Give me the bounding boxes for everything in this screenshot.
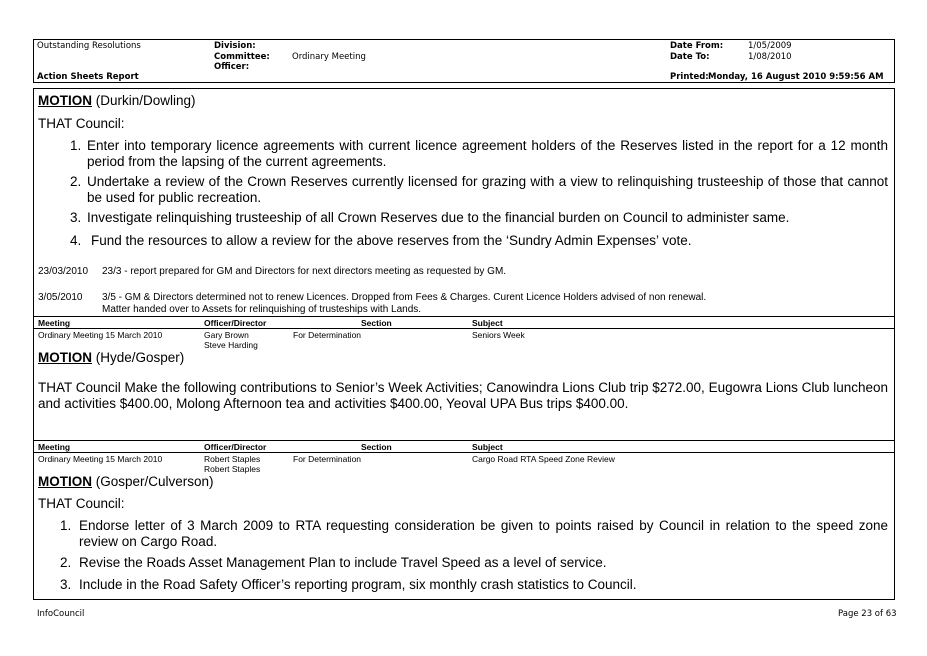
division-label: Division: (214, 41, 256, 51)
date-to-value: 1/08/2010 (748, 52, 792, 62)
sheet-title: Action Sheets Report (37, 72, 139, 82)
item-number: 3. (60, 577, 72, 592)
officer-cell: Robert Staples (204, 464, 261, 474)
date-from-label: Date From: (670, 41, 724, 51)
resolution-item: Revise the Roads Asset Management Plan to include Travel Speed as a level of service. (79, 555, 607, 570)
printed-label: Printed: (670, 72, 709, 82)
meeting-cell: Ordinary Meeting 15 March 2010 (38, 454, 163, 464)
resolution-item: Enter into temporary licence agreements with current licence agreement holders of the Reserves listed in the report for a 12 month period from the lapsing of the current agreements. (87, 138, 888, 169)
table-header-top-rule (33, 440, 895, 441)
motion-movers: (Durkin/Dowling) (95, 93, 196, 108)
motion-word: MOTION (38, 474, 92, 489)
officer-cell: Robert Staples (204, 454, 261, 464)
item-number: 4. (70, 233, 82, 248)
officer-cell: Steve Harding (204, 340, 258, 350)
resolution-item: Endorse letter of 3 March 2009 to RTA requesting consideration be given to points raised by Council in relation to the speed zone review on Cargo Road. (79, 518, 888, 549)
note-text: 3/5 - GM & Directors determined not to renew Licences. Dropped from Fees & Charges. Curent Licence Holders advised of non renewal. (102, 292, 707, 303)
col-header-officer: Officer/Director (204, 318, 267, 328)
motion-heading-2 (38, 350, 184, 365)
section-cell: For Determination (293, 454, 362, 464)
note-text: 23/3 - report prepared for GM and Directors for next directors meeting as requested by GM. (102, 266, 507, 277)
resolution-item: Include in the Road Safety Officer’s reporting program, six monthly crash statistics to Council. (79, 577, 637, 592)
committee-value: Ordinary Meeting (292, 52, 366, 62)
table-header-bottom-rule (33, 328, 895, 329)
header-bottom-rule (33, 82, 895, 83)
col-header-section: Section (361, 318, 392, 328)
col-header-subject: Subject (472, 318, 503, 328)
item-number: 2. (60, 555, 72, 570)
officer-cell: Gary Brown (204, 330, 249, 340)
motion-movers: (Gosper/Culverson) (95, 474, 214, 489)
note-text-continued: Matter handed over to Assets for relinquishing of trusteships with Lands. (102, 304, 422, 315)
item-number: 3. (70, 210, 82, 225)
item-number: 1. (70, 138, 82, 153)
item-number: 1. (60, 518, 72, 533)
date-from-value: 1/05/2009 (748, 41, 792, 51)
printed-value: Monday, 16 August 2010 9:59:56 AM (708, 72, 884, 82)
table-header-top-rule (33, 316, 895, 317)
item-number: 2. (70, 174, 82, 189)
that-council-1: THAT Council: (38, 116, 125, 131)
footer-left: InfoCouncil (37, 609, 85, 619)
motion-heading-1 (38, 93, 196, 108)
resolution-item: Investigate relinquishing trusteeship of all Crown Reserves due to the financial burden on Council to administer same. (87, 210, 790, 225)
subject-cell: Seniors Week (472, 330, 525, 340)
col-header-meeting: Meeting (38, 318, 71, 328)
page-number: Page 23 of 63 (838, 609, 897, 619)
note-date: 3/05/2010 (38, 292, 83, 303)
table-header-bottom-rule (33, 452, 895, 453)
motion-word: MOTION (38, 93, 92, 108)
subject-cell: Cargo Road RTA Speed Zone Review (472, 454, 615, 464)
col-header-meeting: Meeting (38, 442, 71, 452)
motion-word: MOTION (38, 350, 92, 365)
motion-heading-3 (38, 474, 214, 489)
officer-label: Officer: (214, 62, 250, 72)
meeting-cell: Ordinary Meeting 15 March 2010 (38, 330, 163, 340)
note-date: 23/03/2010 (38, 266, 89, 277)
motion-movers: (Hyde/Gosper) (95, 350, 185, 365)
resolution-item: Undertake a review of the Crown Reserves currently licensed for grazing with a view to relinquishing trusteeship of those that cannot be used for public recreation. (87, 174, 888, 205)
date-to-label: Date To: (670, 52, 710, 62)
that-council-3: THAT Council: (38, 496, 125, 511)
resolution-item: Fund the resources to allow a review for the above reserves from the ‘Sundry Admin Expenses’ vote. (91, 233, 692, 248)
col-header-officer: Officer/Director (204, 442, 267, 452)
col-header-subject: Subject (472, 442, 503, 452)
report-title: Outstanding Resolutions (37, 41, 141, 51)
col-header-section: Section (361, 442, 392, 452)
section-cell: For Determination (293, 330, 362, 340)
committee-label: Committee: (214, 52, 270, 62)
seniors-week-resolution: THAT Council Make the following contributions to Senior’s Week Activities; Canowindra Lions Club trip $272.00, Eugowra Lions Club luncheon and activities $400.00, Molong Afternoon tea and activities $400.00, Yeoval UPA Bus trips $400.00. (38, 380, 888, 411)
